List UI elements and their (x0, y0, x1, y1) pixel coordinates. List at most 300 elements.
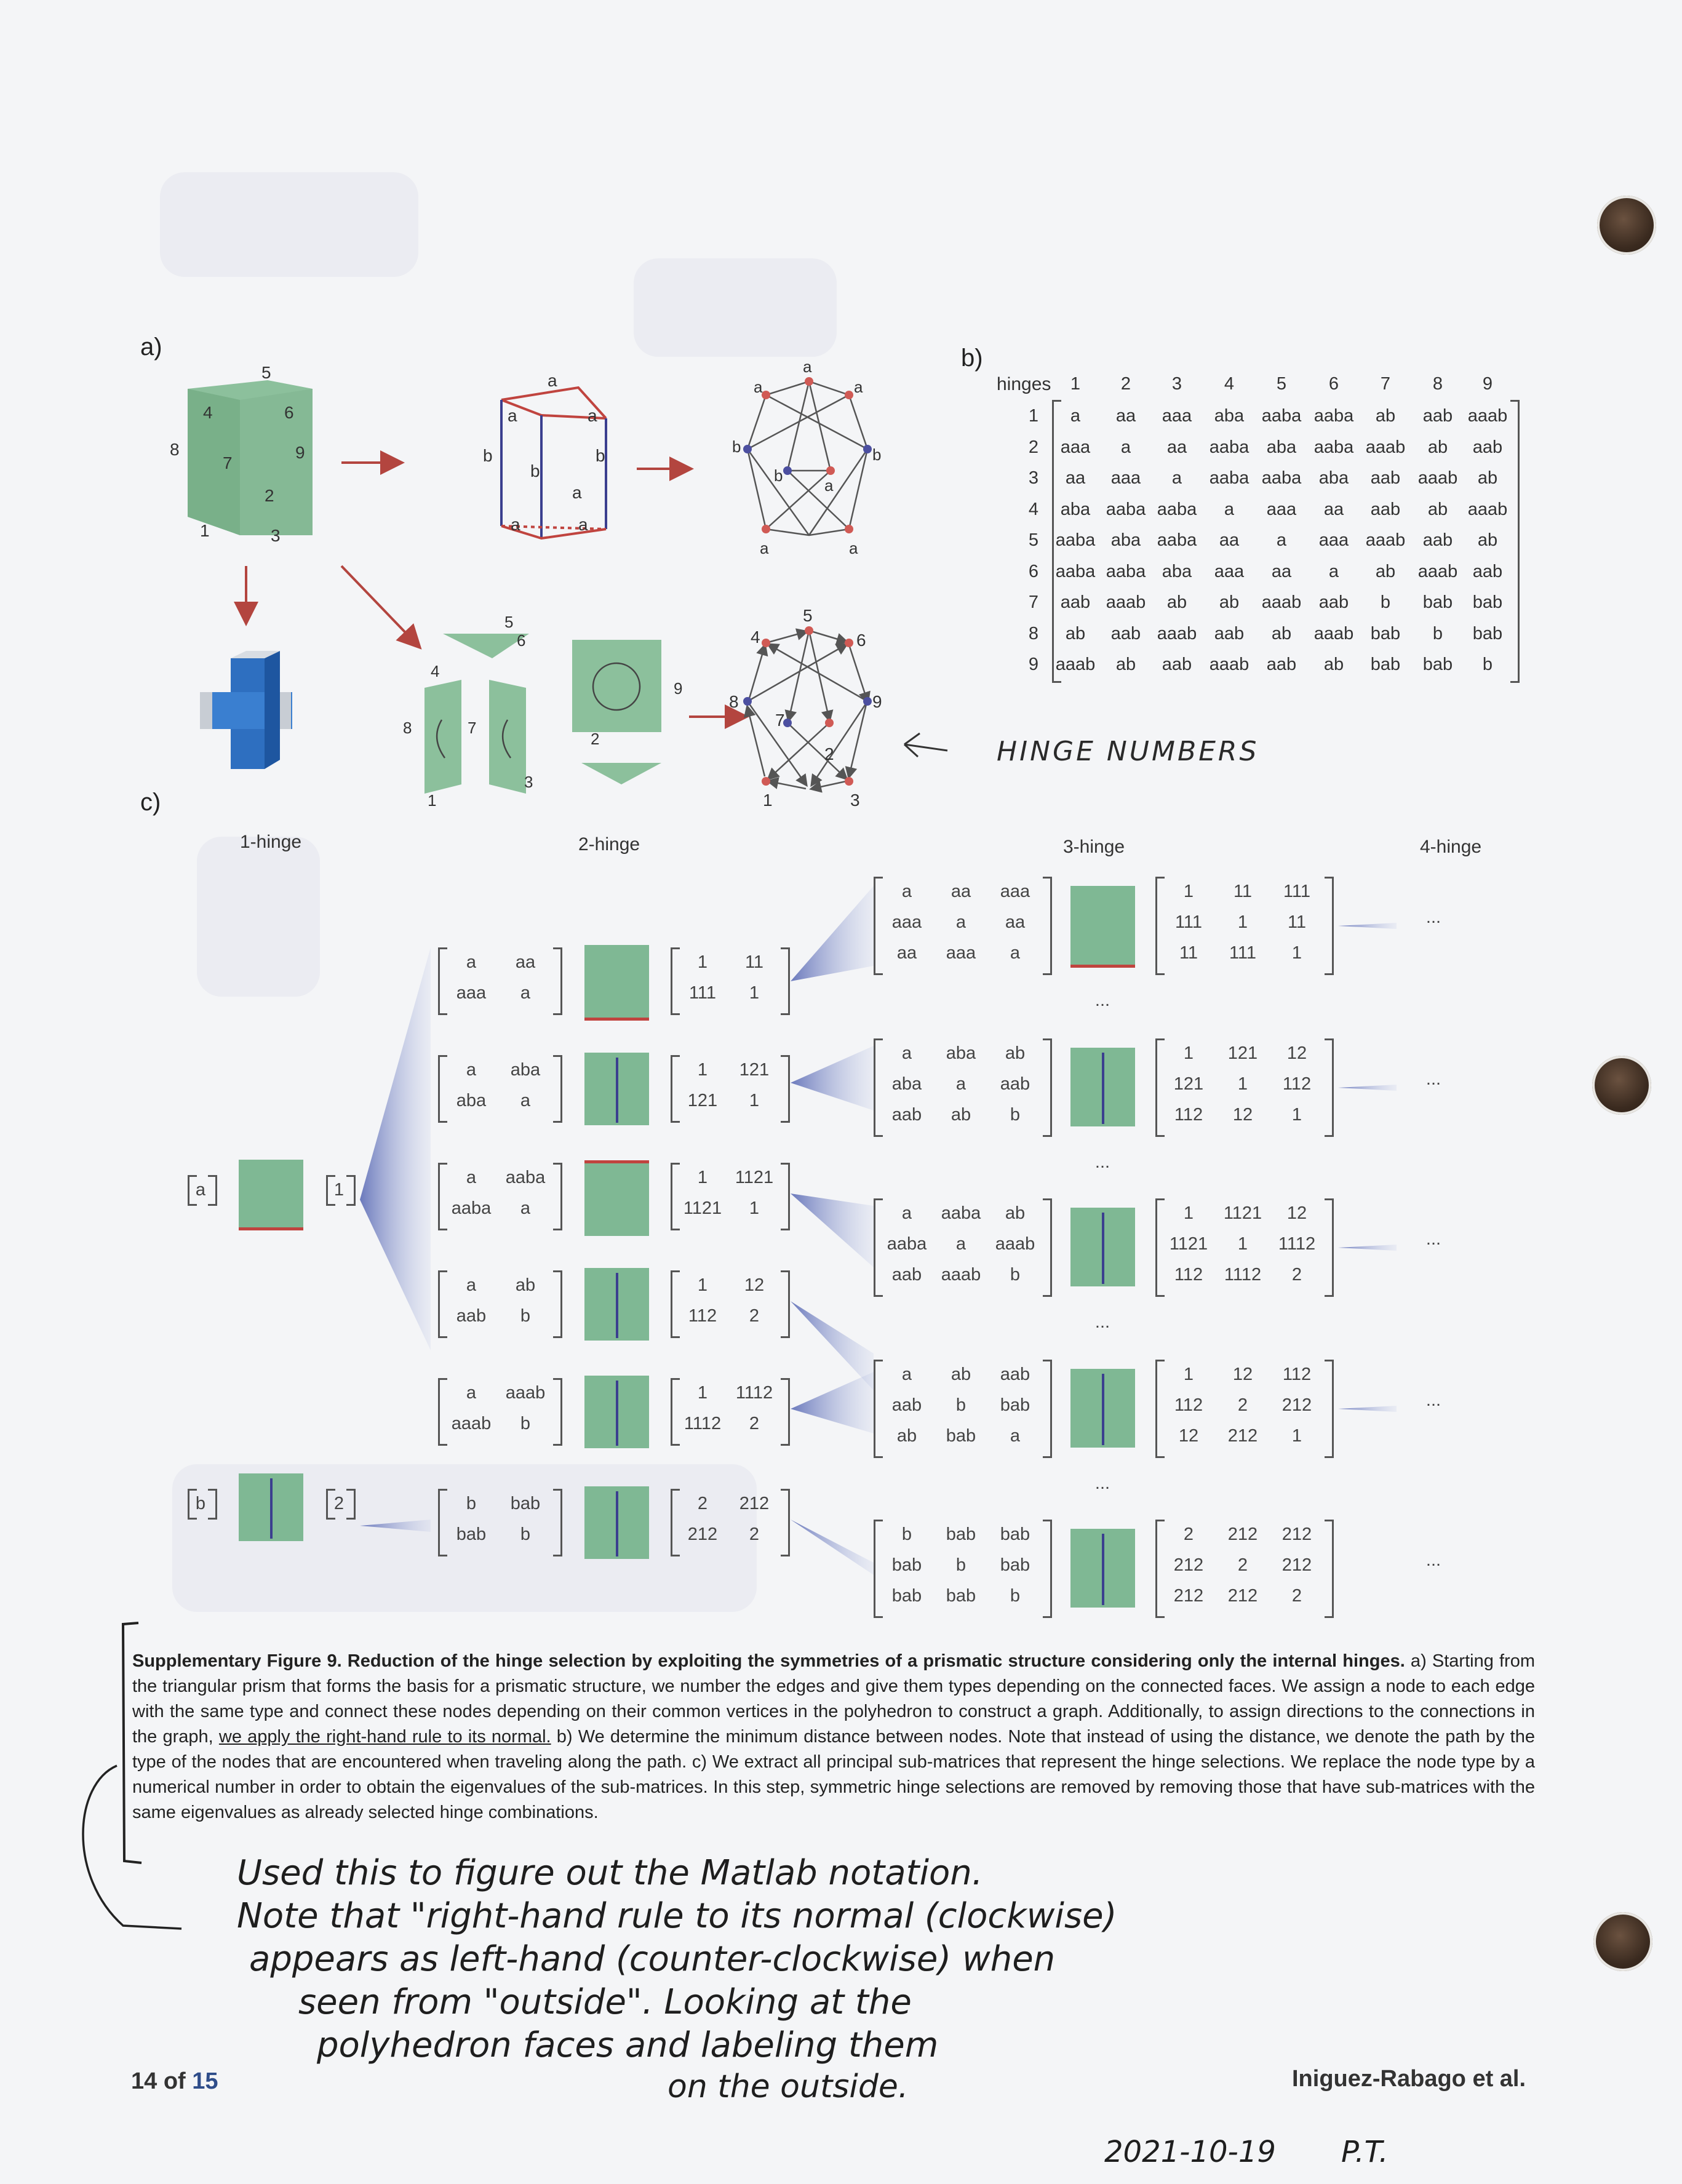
wire-label-a-bl: a (511, 515, 520, 534)
handwritten-note-line: polyhedron faces and labeling them (317, 2025, 939, 2065)
prism-edge-4: 4 (203, 403, 213, 422)
three-hinge-letter-matrix-cell: b (955, 1555, 967, 1575)
matrix-cell: aaa (1266, 499, 1297, 519)
prism-edge-1: 1 (200, 521, 210, 540)
matrix-cell: a (1171, 468, 1182, 488)
handwritten-note-line: Used this to figure out the Matlab notation. (237, 1853, 983, 1893)
two-hinge-prism (584, 1160, 649, 1236)
face-number: 7 (468, 719, 477, 737)
face-number: 6 (517, 631, 526, 650)
matrix-cell: aaba (1055, 530, 1096, 550)
four-hinge-ellipsis: ... (1425, 1550, 1441, 1570)
graph-node-label: b (774, 466, 783, 485)
three-hinge-number-matrix-cell: 2 (1183, 1524, 1194, 1544)
matrix-cell: ab (1323, 655, 1344, 674)
caption-text-part1: a) Starting from the triangular prism that forms the basis for a prismatic structure, we number the edges and give them types depending on the connected faces. We assign a node to each edge with the same type and connect these nodes depending on their common vertices in the polyhedron to construct a graph. Additionally, to assign directions to the connections in the graph, (132, 1651, 1536, 1747)
three-hinge-letter-matrix-cell: ab (1005, 1043, 1026, 1063)
matrix-cell: aab (1422, 530, 1453, 550)
matrix-cell: ab (1065, 623, 1086, 644)
prism-edge-8: 8 (170, 440, 180, 459)
prism-edge-6: 6 (284, 403, 294, 422)
three-hinge-letter-matrix-cell: aaa (946, 943, 976, 963)
three-hinge-letter-matrix-cell: bab (946, 1524, 976, 1544)
matrix-cell: aaba (1261, 406, 1302, 426)
handwritten-note-line: on the outside. (668, 2068, 909, 2105)
three-hinge-prism-edge (1102, 1534, 1104, 1605)
two-hinge-letter-matrix-cell: aba (456, 1091, 487, 1110)
two-hinge-letter-matrix-cell: aaa (456, 983, 487, 1003)
three-hinge-letter-matrix-cell: bab (1000, 1524, 1030, 1544)
handwritten-note (237, 1852, 1437, 2106)
three-hinge-letter-matrix-cell: a (901, 1203, 912, 1223)
two-hinge-number-matrix-cell: 121 (687, 1091, 718, 1110)
three-hinge-number-matrix-cell: 1 (1237, 912, 1248, 932)
matrix-cell: aaab (1417, 561, 1458, 581)
matrix-cell: aaba (1055, 561, 1096, 581)
matrix-cell: aaba (1106, 561, 1146, 581)
matrix-column-header: 5 (1276, 374, 1287, 394)
two-hinge-letter-matrix-cell: aaba (505, 1168, 546, 1187)
one-hinge-number: 2 (333, 1494, 345, 1513)
face-number: 1 (428, 791, 437, 810)
matrix-cell: a (1120, 437, 1131, 457)
matrix-cell: aaba (1261, 468, 1302, 488)
three-hinge-number-matrix-cell: 12 (1178, 1426, 1199, 1446)
matrix-cell: aa (1323, 499, 1344, 519)
three-hinge-ellipsis: ... (1094, 1152, 1110, 1172)
graph-node-label: a (803, 357, 812, 376)
col-header-3-hinge: 3-hinge (1063, 837, 1125, 857)
face-number: 2 (591, 730, 600, 748)
matrix-cell: ab (1375, 561, 1396, 581)
three-hinge-number-matrix-cell: 1 (1183, 882, 1194, 901)
col-header-4-hinge: 4-hinge (1420, 837, 1482, 857)
matrix-cell: aab (1318, 592, 1349, 612)
page-number (131, 2068, 218, 2095)
three-hinge-letter-matrix-cell: bab (891, 1586, 922, 1606)
three-hinge-letter-matrix-cell: a (1010, 1426, 1021, 1446)
matrix-cell: aaab (1417, 468, 1458, 488)
matrix-cell: b (1482, 655, 1493, 674)
two-hinge-letter-matrix-cell: a (520, 1091, 531, 1110)
three-hinge-number-matrix-cell: 12 (1232, 1105, 1253, 1125)
graph-number: 9 (872, 692, 882, 711)
graph-node-label: a (754, 378, 763, 396)
three-hinge-number-matrix-cell: 121 (1173, 1074, 1204, 1094)
two-hinge-number-matrix-cell: 1112 (684, 1414, 722, 1433)
two-hinge-letter-matrix-cell: a (520, 1198, 531, 1218)
matrix-cell: aab (1110, 623, 1141, 644)
two-hinge-number-matrix-cell: 12 (744, 1275, 765, 1295)
matrix-cell: aaab (1157, 623, 1197, 644)
three-hinge-prism-edge (1102, 1213, 1104, 1284)
three-hinge-letter-matrix-cell: aba (891, 1074, 922, 1094)
two-hinge-letter-matrix-cell: a (466, 1383, 477, 1403)
matrix-cell: bab (1472, 592, 1503, 612)
page-of: of (163, 2068, 186, 2094)
wire-label-b-right: b (596, 446, 605, 465)
caption-underlined: we apply the right-hand rule to its normal. (218, 1727, 551, 1747)
graph-number: 7 (775, 711, 785, 730)
two-hinge-letter-matrix-cell: aaab (505, 1383, 546, 1403)
two-hinge-number-matrix-cell: 1 (697, 1383, 708, 1403)
graph-number: 8 (729, 692, 739, 711)
matrix-cell: aaa (1110, 468, 1141, 488)
matrix-cell: aab (1370, 468, 1401, 488)
matrix-cell: aaab (1261, 592, 1302, 612)
wire-label-a-top: a (548, 371, 557, 390)
matrix-cell: ab (1166, 592, 1187, 612)
matrix-cell: aaa (1318, 530, 1349, 550)
matrix-cell: ab (1219, 592, 1240, 612)
matrix-cell: aba (1162, 561, 1192, 581)
three-hinge-letter-matrix-cell: a (901, 1365, 912, 1384)
one-hinge-prism (239, 1160, 303, 1230)
three-hinge-number-matrix-cell: 1121 (1169, 1234, 1208, 1254)
three-hinge-number-matrix-cell: 2 (1237, 1555, 1248, 1575)
two-hinge-prism-edge (616, 1273, 618, 1338)
matrix-cell: aaa (1214, 561, 1245, 581)
matrix-row-label: 6 (1028, 561, 1039, 581)
three-hinge-number-matrix-cell: 212 (1281, 1555, 1312, 1575)
two-hinge-number-matrix-cell: 212 (687, 1524, 718, 1544)
three-hinge-number-matrix-cell: 1 (1291, 1426, 1302, 1446)
matrix-cell: aa (1219, 530, 1240, 550)
two-hinge-number-matrix-cell: 121 (739, 1060, 770, 1080)
four-hinge-ellipsis: ... (1425, 1390, 1441, 1410)
matrix-cell: aba (1110, 530, 1141, 550)
matrix-row-label: 2 (1028, 437, 1039, 457)
three-hinge-letter-matrix-cell: aab (1000, 1365, 1030, 1384)
two-hinge-prism-edge (616, 1491, 618, 1556)
two-hinge-letter-matrix-cell: aba (510, 1060, 541, 1080)
handwritten-note-line: appears as left-hand (counter-clockwise) when (249, 1939, 1056, 1979)
two-hinge-letter-matrix-cell: a (466, 952, 477, 972)
matrix-cell: ab (1375, 406, 1396, 426)
matrix-cell: a (1224, 499, 1235, 519)
three-hinge-letter-matrix-cell: ab (1005, 1203, 1026, 1223)
three-hinge-ellipsis: ... (1094, 1312, 1110, 1332)
three-hinge-number-matrix-cell: 111 (1283, 882, 1311, 901)
face-number: 9 (674, 679, 683, 698)
matrix-cell: a (1070, 406, 1081, 426)
three-hinge-letter-matrix-cell: b (901, 1524, 912, 1544)
three-hinge-number-matrix-cell: 212 (1227, 1426, 1258, 1446)
three-hinge-letter-matrix-cell: aaba (887, 1234, 927, 1254)
three-hinge-ellipsis: ... (1094, 1473, 1110, 1493)
matrix-cell: aaba (1313, 437, 1354, 457)
three-hinge-number-matrix-cell: 1121 (1223, 1203, 1262, 1223)
matrix-column-header: 8 (1432, 374, 1443, 394)
matrix-cell: aaba (1313, 406, 1354, 426)
three-hinge-number-matrix-cell: 2 (1291, 1265, 1302, 1285)
matrix-cell: bab (1370, 655, 1401, 674)
wire-label-a-right: a (588, 406, 597, 425)
matrix-cell: aaba (1209, 468, 1250, 488)
matrix-cell: aab (1214, 623, 1245, 644)
two-hinge-number-matrix-cell: 111 (688, 983, 717, 1003)
two-hinge-prism (584, 945, 649, 1021)
two-hinge-number-matrix-cell: 1 (749, 1198, 760, 1218)
one-hinge-letter: a (195, 1180, 206, 1200)
matrix-cell: a (1276, 530, 1287, 550)
graph-node-label: a (849, 539, 858, 557)
two-hinge-number-matrix-cell: 1121 (683, 1198, 722, 1218)
matrix-cell: b (1380, 592, 1391, 612)
matrix-cell: aaab (1365, 437, 1406, 457)
matrix-cell: aba (1266, 437, 1297, 457)
matrix-cell: ab (1115, 655, 1136, 674)
two-hinge-number-matrix-cell: 112 (688, 1306, 717, 1326)
prism-edge-7: 7 (223, 453, 233, 472)
matrix-cell: aab (1060, 592, 1091, 612)
three-hinge-number-matrix-cell: 212 (1281, 1395, 1312, 1415)
two-hinge-letter-matrix-cell: aa (515, 952, 536, 972)
two-hinge-letter-matrix-cell: b (520, 1306, 531, 1326)
matrix-cell: aaab (1055, 655, 1096, 674)
face-number: 4 (431, 662, 440, 680)
three-hinge-letter-matrix-cell: aaa (891, 912, 922, 932)
three-hinge-letter-matrix-cell: aa (951, 882, 971, 901)
matrix-cell: aaab (1365, 530, 1406, 550)
four-hinge-ellipsis: ... (1425, 1069, 1441, 1089)
matrix-row-label: 8 (1028, 623, 1039, 644)
wire-label-a-left: a (508, 406, 517, 425)
matrix-cell: ab (1271, 623, 1292, 644)
two-hinge-prism-edge (616, 1058, 618, 1123)
handwritten-date: 2021-10-19 (1104, 2135, 1276, 2169)
three-hinge-letter-matrix-cell: aab (1000, 1074, 1030, 1094)
three-hinge-number-matrix-cell: 121 (1227, 1043, 1258, 1063)
three-hinge-letter-matrix-cell: ab (951, 1105, 971, 1125)
three-hinge-number-matrix-cell: 12 (1286, 1043, 1307, 1063)
three-hinge-letter-matrix-cell: a (955, 1074, 967, 1094)
three-hinge-number-matrix-cell: 212 (1281, 1524, 1312, 1544)
two-hinge-letter-matrix-cell: aaab (451, 1414, 492, 1433)
two-hinge-number-matrix-cell: 1 (697, 1060, 708, 1080)
figure-caption (132, 1649, 1535, 1825)
graph-number: 3 (850, 791, 860, 810)
three-hinge-letter-matrix-cell: bab (1000, 1395, 1030, 1415)
three-hinge-letter-matrix-cell: b (1010, 1265, 1021, 1285)
three-hinge-letter-matrix-cell: bab (1000, 1555, 1030, 1575)
graph-node-label: a (854, 378, 863, 396)
matrix-cell: ab (1427, 499, 1448, 519)
three-hinge-number-matrix-cell: 1 (1183, 1203, 1194, 1223)
matrix-cell: aab (1266, 655, 1297, 674)
four-hinge-ellipsis: ... (1425, 907, 1441, 927)
matrix-column-header: 2 (1120, 374, 1131, 394)
three-hinge-letter-matrix-cell: aab (891, 1395, 922, 1415)
matrix-cell: bab (1370, 623, 1401, 644)
three-hinge-number-matrix-cell: 11 (1233, 882, 1253, 901)
handwritten-hinge-numbers-note: HINGE NUMBERS (997, 736, 1259, 767)
three-hinge-number-matrix-cell: 212 (1227, 1524, 1258, 1544)
matrix-row-label: 4 (1028, 499, 1039, 519)
two-hinge-letter-matrix-cell: a (466, 1060, 477, 1080)
three-hinge-letter-matrix-cell: a (1010, 943, 1021, 963)
matrix-cell: aaba (1157, 530, 1197, 550)
matrix-cell: aaba (1106, 499, 1146, 519)
two-hinge-prism-edge (616, 1381, 618, 1446)
matrix-corner-label: hinges (997, 374, 1051, 394)
matrix-cell: aaab (1106, 592, 1146, 612)
wire-label-b-left: b (483, 446, 493, 465)
footer-authors: Iniguez-Rabago et al. (1292, 2066, 1526, 2092)
three-hinge-prism-edge (1102, 1374, 1104, 1445)
two-hinge-number-matrix-cell: 1 (749, 1091, 760, 1110)
two-hinge-number-matrix-cell: 1112 (735, 1383, 773, 1403)
page-current: 14 (131, 2068, 157, 2094)
matrix-cell: aaab (1467, 406, 1508, 426)
matrix-column-header: 9 (1482, 374, 1493, 394)
three-hinge-letter-matrix-cell: ab (896, 1426, 917, 1446)
matrix-cell: ab (1477, 530, 1498, 550)
three-hinge-number-matrix-cell: 112 (1282, 1365, 1312, 1384)
three-hinge-letter-matrix-cell: aaab (941, 1265, 981, 1285)
two-hinge-letter-matrix-cell: aaba (451, 1198, 492, 1218)
three-hinge-letter-matrix-cell: aab (891, 1105, 922, 1125)
handwritten-note-line: Note that "right-hand rule to its normal (clockwise) (237, 1896, 1117, 1936)
two-hinge-letter-matrix-cell: b (520, 1524, 531, 1544)
graph-number: 4 (751, 628, 760, 647)
two-hinge-number-matrix-cell: 1121 (735, 1168, 774, 1187)
three-hinge-number-matrix-cell: 212 (1227, 1586, 1258, 1606)
matrix-cell: aba (1060, 499, 1091, 519)
matrix-cell: aaa (1060, 437, 1091, 457)
matrix-cell: aaab (1209, 655, 1250, 674)
three-hinge-number-matrix-cell: 111 (1229, 943, 1257, 963)
prism-edge-2: 2 (265, 486, 274, 505)
graph-number: 6 (856, 631, 866, 650)
three-hinge-letter-matrix-cell: bab (891, 1555, 922, 1575)
two-hinge-number-matrix-cell: 1 (749, 983, 760, 1003)
handwritten-bracket (55, 1618, 203, 1963)
matrix-cell: aa (1115, 406, 1136, 426)
wire-label-b-mid: b (530, 461, 540, 480)
matrix-cell: aa (1271, 561, 1292, 581)
four-hinge-ellipsis: ... (1425, 1229, 1441, 1249)
three-hinge-number-matrix-cell: 212 (1173, 1555, 1204, 1575)
caption-text-part2: b) We determine the minimum distance between nodes. Note that instead of using the distance, we denote the path by the type of the nodes that are encountered when traveling along the path. c) We extract all principal sub-matrices that represent the hinge selections. We replace the node type by a numerical number in order to obtain the eigenvalues of the sub-matrices. In this step, symmetric hinge selections are removed by removing those that have sub-matrices with the same eigenvalues as already selected hinge combinations. (132, 1727, 1535, 1822)
face-number: 3 (524, 773, 533, 791)
two-hinge-letter-matrix-cell: a (466, 1168, 477, 1187)
two-hinge-letter-matrix-cell: b (520, 1414, 531, 1433)
wire-label-a-br: a (578, 515, 588, 534)
three-hinge-number-matrix-cell: 1 (1291, 1105, 1302, 1125)
one-hinge-letter: b (195, 1494, 206, 1513)
graph-node-label: b (872, 445, 882, 464)
graph-number: 5 (803, 606, 813, 625)
matrix-column-header: 3 (1171, 374, 1182, 394)
three-hinge-letter-matrix-cell: aab (891, 1265, 922, 1285)
prism-edge-3: 3 (271, 526, 281, 545)
matrix-cell: a (1328, 561, 1339, 581)
two-hinge-number-matrix-cell: 11 (744, 952, 764, 972)
matrix-cell: bab (1472, 623, 1503, 644)
page-total: 15 (192, 2068, 218, 2094)
three-hinge-number-matrix-cell: 112 (1174, 1105, 1203, 1125)
three-hinge-letter-matrix-cell: b (1010, 1105, 1021, 1125)
three-hinge-letter-matrix-cell: bab (946, 1426, 976, 1446)
three-hinge-number-matrix-cell: 1 (1183, 1043, 1194, 1063)
two-hinge-number-matrix-cell: 2 (749, 1414, 760, 1433)
three-hinge-number-matrix-cell: 1 (1183, 1365, 1194, 1384)
two-hinge-number-matrix-cell: 2 (749, 1306, 760, 1326)
three-hinge-letter-matrix-cell: a (955, 912, 967, 932)
prism-edge-9: 9 (295, 443, 305, 462)
three-hinge-letter-matrix-cell: a (901, 1043, 912, 1063)
two-hinge-letter-matrix-cell: b (466, 1494, 477, 1513)
handwritten-note-line: seen from "outside". Looking at the (298, 1982, 912, 2022)
panel-c-label: c) (140, 789, 161, 816)
matrix-row-label: 7 (1028, 592, 1039, 612)
three-hinge-number-matrix-cell: 111 (1174, 912, 1203, 932)
three-hinge-letter-matrix-cell: aaab (995, 1234, 1035, 1254)
caption-title: Supplementary Figure 9. Reduction of the hinge selection by exploiting the symmetries of a prismatic structure considering only the internal hinges. (132, 1651, 1405, 1671)
three-hinge-number-matrix-cell: 2 (1291, 1586, 1302, 1606)
two-hinge-number-matrix-cell: 1 (697, 1275, 708, 1295)
matrix-column-header: 7 (1380, 374, 1391, 394)
three-hinge-number-matrix-cell: 112 (1282, 1074, 1312, 1094)
three-hinge-number-matrix-cell: 1 (1237, 1234, 1248, 1254)
one-hinge-number: 1 (333, 1180, 345, 1200)
matrix-cell: bab (1422, 655, 1453, 674)
two-hinge-letter-matrix-cell: bab (510, 1494, 541, 1513)
three-hinge-letter-matrix-cell: a (955, 1234, 967, 1254)
matrix-cell: aba (1318, 468, 1349, 488)
three-hinge-letter-matrix-cell: aa (896, 943, 917, 963)
three-hinge-number-matrix-cell: 112 (1174, 1395, 1203, 1415)
three-hinge-letter-matrix-cell: aba (946, 1043, 976, 1063)
col-header-2-hinge: 2-hinge (578, 834, 640, 855)
three-hinge-prism (1070, 886, 1135, 968)
prism-edge-5: 5 (261, 363, 271, 382)
matrix-cell: aab (1472, 437, 1503, 457)
matrix-cell: aab (1162, 655, 1192, 674)
two-hinge-letter-matrix-cell: a (466, 1275, 477, 1295)
matrix-cell: aaab (1467, 499, 1508, 519)
matrix-column-header: 1 (1070, 374, 1081, 394)
one-hinge-prism-edge (270, 1478, 273, 1539)
three-hinge-number-matrix-cell: 2 (1237, 1395, 1248, 1415)
three-hinge-number-matrix-cell: 11 (1287, 912, 1307, 932)
matrix-row-label: 5 (1028, 530, 1039, 550)
three-hinge-number-matrix-cell: 12 (1286, 1203, 1307, 1223)
three-hinge-number-matrix-cell: 212 (1173, 1586, 1204, 1606)
matrix-row-label: 3 (1028, 468, 1039, 488)
binder-hole-bottom (1593, 1912, 1652, 1971)
wire-label-a-bottom: a (572, 483, 582, 502)
three-hinge-number-matrix-cell: 12 (1232, 1365, 1253, 1384)
matrix-cell: b (1432, 623, 1443, 644)
three-hinge-number-matrix-cell: 1112 (1278, 1234, 1316, 1254)
matrix-cell: aaa (1162, 406, 1192, 426)
three-hinge-letter-matrix-cell: aaba (941, 1203, 981, 1223)
graph-node-label: a (760, 539, 769, 557)
two-hinge-number-matrix-cell: 2 (749, 1524, 760, 1544)
three-hinge-ellipsis: ... (1094, 990, 1110, 1010)
three-hinge-letter-matrix-cell: aa (1005, 912, 1026, 932)
matrix-cell: aaba (1209, 437, 1250, 457)
matrix-cell: ab (1477, 468, 1498, 488)
panel-a-label: a) (140, 333, 162, 361)
three-hinge-letter-matrix-cell: ab (951, 1365, 971, 1384)
matrix-column-header: 6 (1328, 374, 1339, 394)
three-hinge-letter-matrix-cell: b (1010, 1586, 1021, 1606)
two-hinge-letter-matrix-cell: aab (456, 1306, 487, 1326)
three-hinge-number-matrix-cell: 1112 (1224, 1265, 1262, 1285)
